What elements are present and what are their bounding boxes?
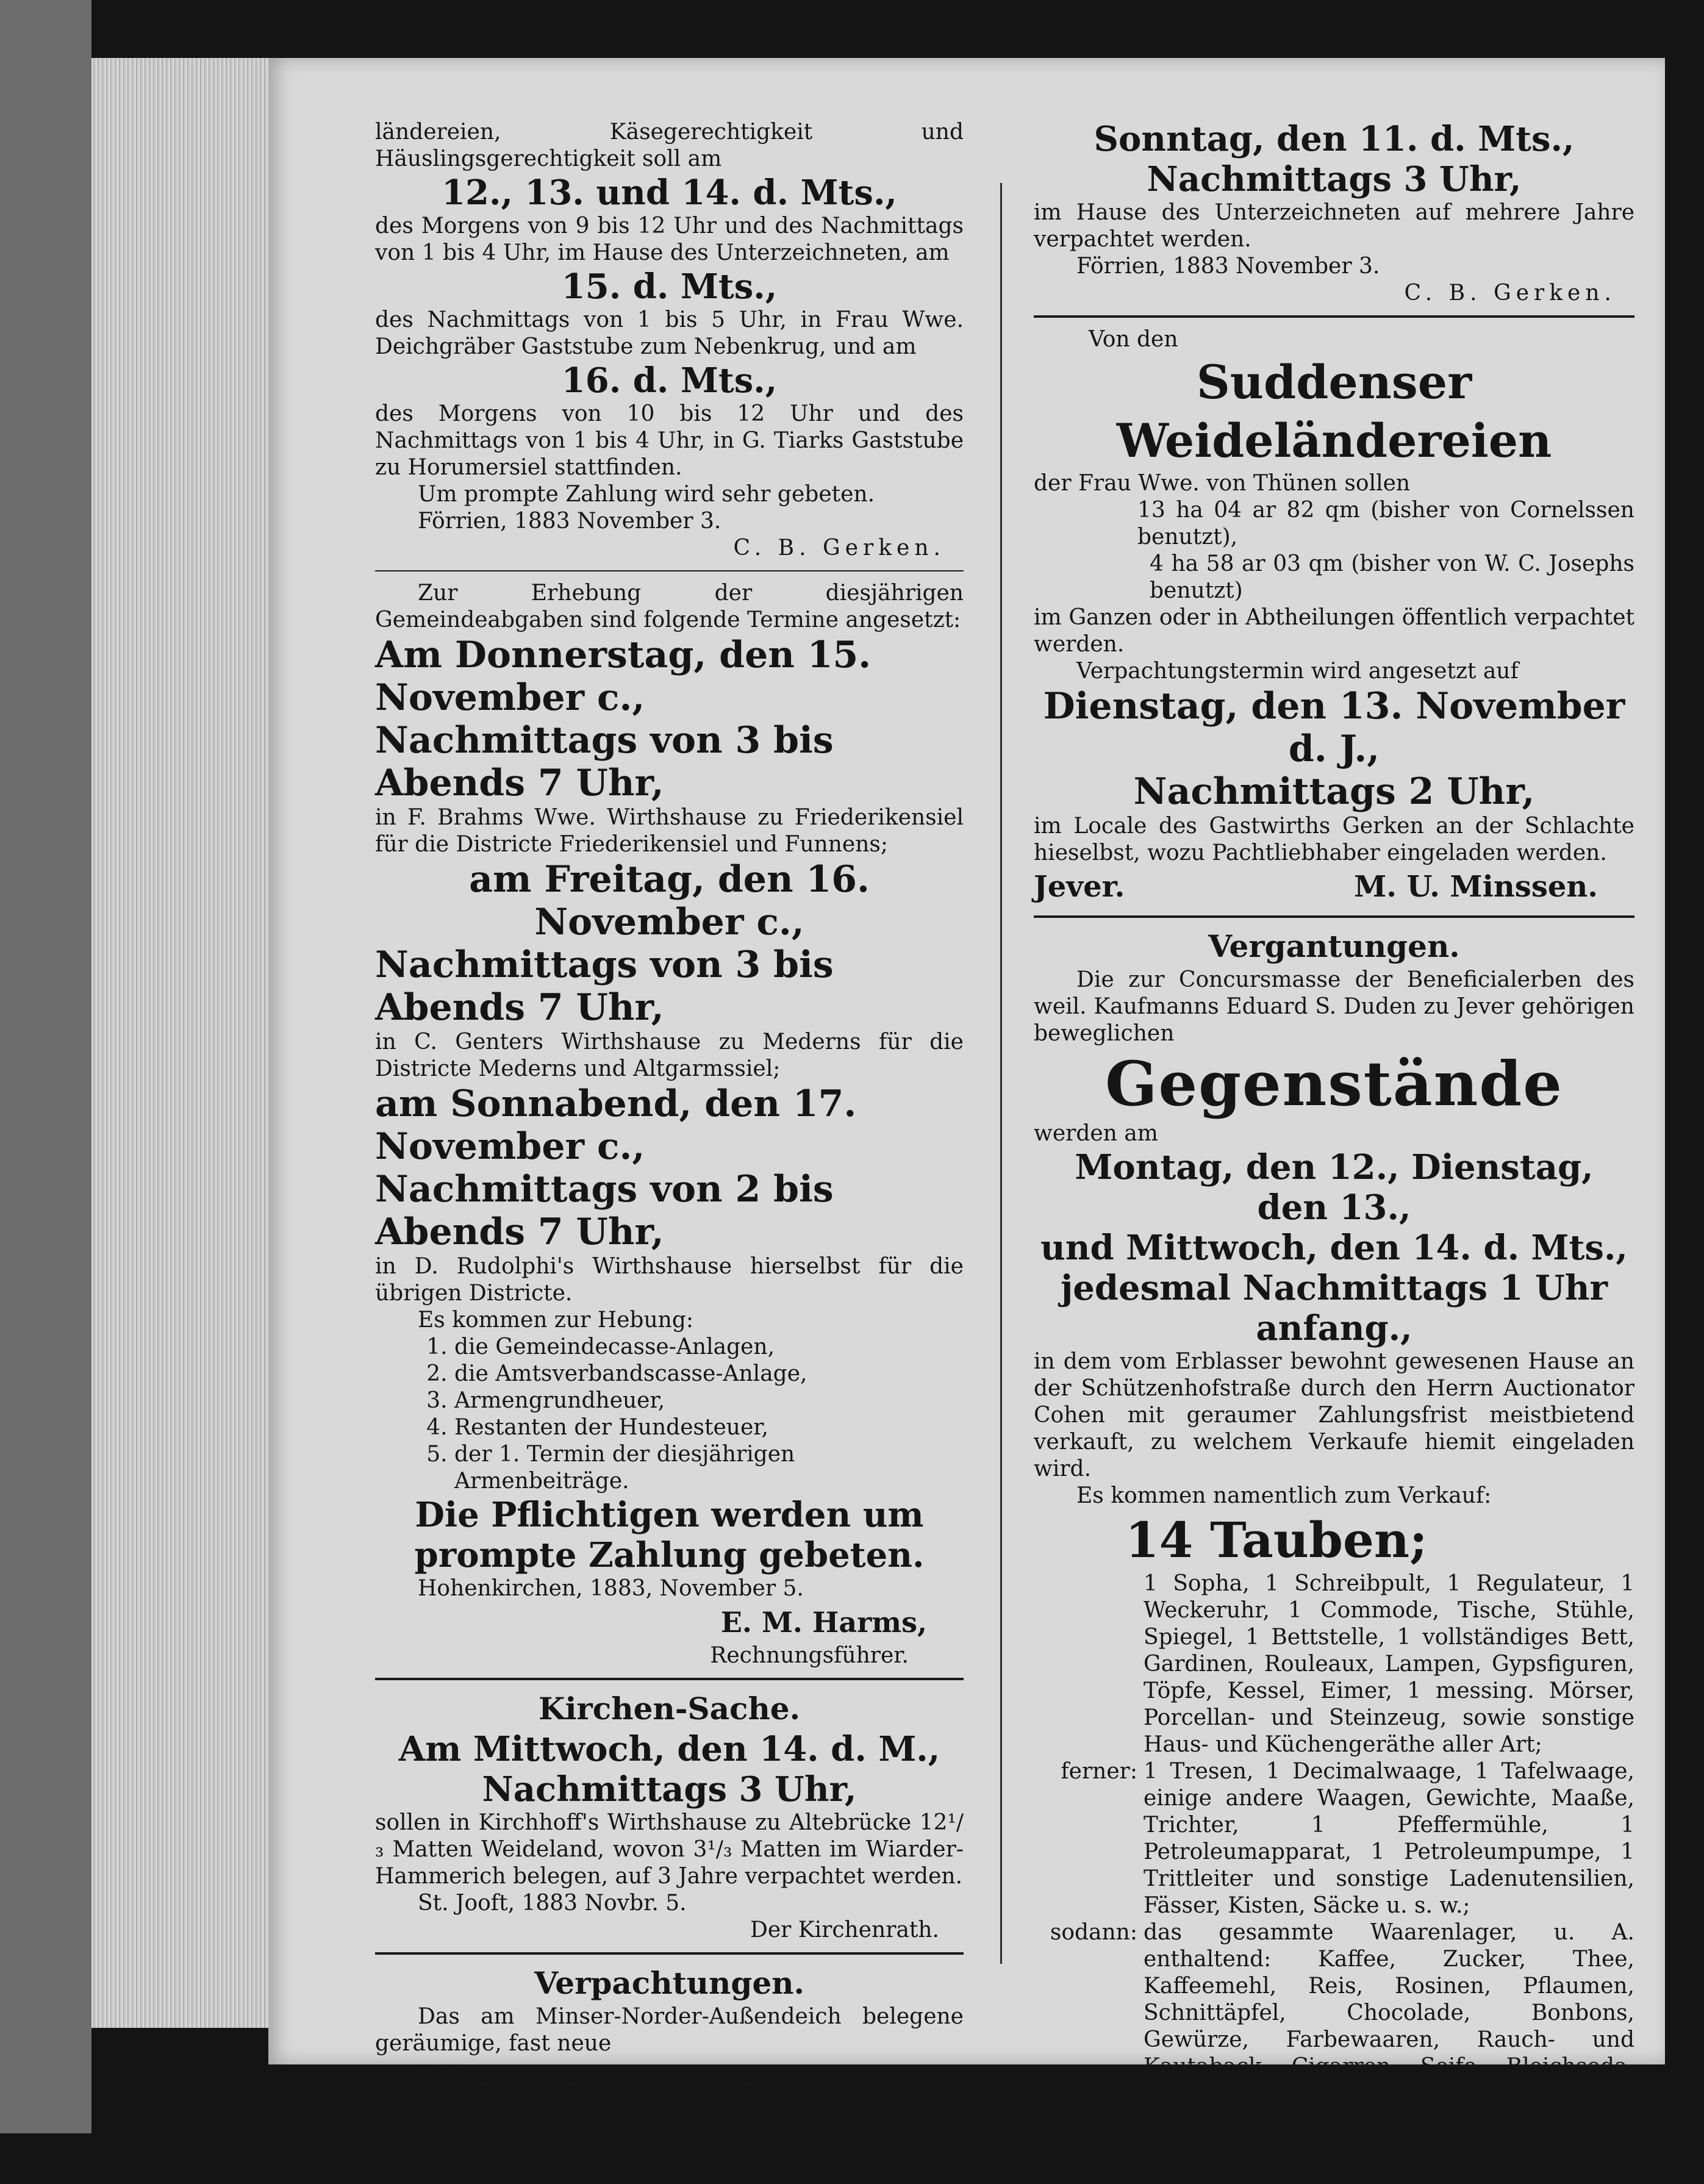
item-list [1034,1570,1634,1758]
ad-date: Montag, den 12., Dienstag, den 13., [1075,1147,1594,1228]
ad-text: im Ganzen oder in Abtheilungen öffentlich verpachtet werden. [1034,605,1634,657]
separator [375,570,964,571]
ad-text: Das am Minser-Norder-Außendeich belegene geräumige, fast neue [375,2004,964,2056]
ad-text: Es kommen zur Hebung: [418,1308,693,1333]
ad-text: ländereien, Käsegerechtigkeit und Häuslingsgerechtigkeit soll am [375,120,964,171]
ad-date: Am Mittwoch, den 14. d. M., [398,1729,940,1769]
list-text: das gesammte Waarenlager, u. A. enthaltend: Kaffee, Zucker, Thee, Kaffeemehl, Reis, Rosinen, Pflaumen, Schnittäpfel, Chocolade, Bonbons, Gewürze, Farbewaaren, Rauch- und Kautaback, Cigarren, Seife, Bleichsoda, Stärke, Wichse, Lichte u. s. w., eine große Parthie Holzschuhe, Patentschuhe, Pantinen, Trippen, [1144,1920,1634,2160]
ad-time: Nachmittags 3 Uhr, [1147,159,1522,199]
separator [375,1678,964,1680]
ad-text: Es kommen namentlich zum Verkauf: [1076,1483,1492,1508]
ad-role: Rechnungsführer. [710,1643,909,1668]
ad-text: in D. Rudolphi's Wirthshause hierselbst für die übrigen Districte. [375,1254,964,1306]
ad-text: des Nachmittags von 1 bis 5 Uhr, in Frau Wwe. Deichgräber Gaststube zum Nebenkrug, und am [375,307,964,359]
ad-signature: C. B. Gerken. [1404,281,1616,306]
left-column [375,119,964,2184]
separator [1034,315,1634,318]
ad-time: jedesmal Nachmittags 1 Uhr anfang., [1060,1268,1608,1348]
ad-closing: Die Pflichtigen werden um prompte Zahlung gebeten. [414,1495,925,1575]
ad-title: Häuslingshaus [408,2058,931,2130]
list-label [1034,1570,1144,1758]
ad-text: in C. Genters Wirthshause zu Mederns für die Districte Mederns und Altgarmssiel; [375,1029,964,1081]
ad-headline: 14 Tauben; [1125,1511,1428,1569]
ad-title: Suddenser Weideländereien [1116,355,1552,468]
ad-term-time: Nachmittags von 3 bis Abends 7 Uhr, [375,943,834,1029]
ad-text: Zur Erhebung der diesjährigen Gemeindeabgaben sind folgende Termine angesetzt: [375,581,964,632]
ad-text: Um prompte Zahlung wird sehr gebeten. [418,482,875,507]
ad-gerken-2 [1034,119,1634,307]
ad-place-date: St. Jooft, 1883 Novbr. 5. [418,1891,687,1916]
ad-text: in F. Brahms Wwe. Wirthshause zu Friederikensiel für die Districte Friederikensiel und Funnens; [375,805,964,857]
ad-text: im Hause des Unterzeichneten auf mehrere Jahre verpachtet werden. [1034,200,1634,252]
column-divider [1000,183,1002,1964]
ad-date: Sonntag, den 11. d. Mts., [1094,119,1575,159]
list-item: 3. Armengrundheuer, [454,1387,964,1414]
right-column [1034,119,1634,2161]
ad-text: Verpachtungstermin wird angesetzt auf [1076,659,1519,684]
list-text: 1 Sopha, 1 Schreibpult, 1 Regulateur, 1 Weckeruhr, 1 Commode, Tische, Stühle, Spiegel, 1 Bettstelle, 1 vollständiges Bett, Gardinen, Rouleaux, Lampen, Gypsfiguren, Töpfe, Kessel, Eimer, 1 messing. Mörser, Porcellan- und Steinzeug, sowie sonstige Haus- und Küchengeräthe aller Art; [1144,1571,1634,1757]
ad-text: in dem vom Erblasser bewohnt gewesenen Hause an der Schützenhofstraße durch den Herrn Auctionator Cohen mit geraumer Zahlungsfrist meistbietend verkauft, zu welchem Verkaufe hiemit eingeladen wird. [1034,1349,1634,1481]
ad-place-date: Förrien, 1883 November 3. [418,509,721,534]
list-label: sodann: [1050,1920,1137,1945]
item-list [1034,1919,1634,2161]
ad-date: Dienstag, den 13. November d. J., [1043,685,1625,770]
ad-gerken-1 [375,119,964,562]
ad-footer [1034,867,1634,907]
ad-heading: Kirchen-Sache. [538,1691,801,1727]
ad-suddenser [1034,326,1634,907]
ad-term-date: am Freitag, den 16. November c., [469,858,870,943]
ad-place: Jever. [1034,870,1125,904]
ad-text: der Frau Wwe. von Thünen sollen [1034,471,1411,496]
ad-signature: C. B. Gerken. [733,535,945,560]
ad-term-date: Am Donnerstag, den 15. November c., [375,634,872,719]
ad-gemeindeabgaben [375,580,964,1669]
hebung-list [375,1334,964,1495]
ad-signature: E. M. Harms, [720,1606,927,1639]
ad-date: 16. d. Mts., [561,360,778,401]
separator [1034,915,1634,918]
list-item: 1. die Gemeindecasse-Anlagen, [454,1334,964,1361]
ad-verpachtungen [375,1963,964,2184]
ad-signature: M. U. Minssen. [1354,870,1598,904]
list-item: 2. die Amtsverbandscasse-Anlage, [454,1361,964,1387]
ad-time: Nachmittags 3 Uhr, [482,1769,857,1810]
book-edge [0,0,91,2133]
ad-term-time: Nachmittags von 2 bis Abends 7 Uhr, [375,1168,834,1253]
ad-text: werden am [1034,1121,1158,1146]
ad-text: des Morgens von 10 bis 12 Uhr und des Nachmittags von 1 bis 4 Uhr, in G. Tiarks Gaststube zu Horumersiel stattfinden. [375,401,964,480]
ad-time: Nachmittags 2 Uhr, [1133,770,1535,813]
ad-date: 12., 13. und 14. d. Mts., [442,173,897,213]
ad-text: mit vielem Gartengrund, jetzt von Mens Fröhling bewohnt, soll am [375,2131,964,2183]
ad-text: sollen in Kirchhoff's Wirthshause zu Altebrücke 12¹/₃ Matten Weideland, wovon 3¹/₃ Matten im Wiarder-Hammerich belegen, auf 3 Jahre verpachtet werden. [375,1810,964,1889]
ad-term-date: am Sonnabend, den 17. November c., [375,1083,857,1168]
ad-term-time: Nachmittags von 3 bis Abends 7 Uhr, [375,719,834,804]
ad-kirchen-sache [375,1689,964,1944]
list-label: ferner: [1061,1759,1137,1784]
ad-text: im Locale des Gastwirths Gerken an der Schlachte hieselbst, wozu Pachtliebhaber eingeladen werden. [1034,814,1634,865]
ad-area: 4 ha 58 ar 03 qm (bisher von W. C. Josephs benutzt) [1150,551,1634,603]
list-item: 4. Restanten der Hundesteuer, [454,1414,964,1441]
ad-title: Gegenstände [1105,1048,1563,1120]
list-text: 1 Tresen, 1 Decimalwaage, 1 Tafelwaage, einige andere Waagen, Gewichte, Maaße, Trichter, 1 Pfeffermühle, 1 Petroleumapparat, 1 Petroleumpumpe, 1 Trittleiter und sonstige Ladenutensilien, Fässer, Kisten, Säcke u. s. w.; [1144,1759,1634,1918]
list-item: 5. der 1. Termin der diesjährigen Armenbeiträge. [454,1441,964,1495]
ad-place-date: Förrien, 1883 November 3. [1076,254,1380,279]
separator [375,1952,964,1955]
ad-area: 13 ha 04 ar 82 qm (bisher von Cornelssen benutzt), [1137,498,1634,550]
ad-signature: Der Kirchenrath. [750,1917,939,1942]
ad-text: Die zur Concursmasse der Beneficialerben des weil. Kaufmanns Eduard S. Duden zu Jever gehörigen beweglichen [1034,967,1634,1046]
item-list [1034,1758,1634,1919]
ad-date: 15. d. Mts., [561,267,778,307]
ad-text: Von den [1089,327,1178,352]
ad-place-date: Hohenkirchen, 1883, November 5. [418,1576,804,1601]
ad-vergantungen [1034,926,1634,2161]
page-stack [91,58,268,2028]
ad-text: des Morgens von 9 bis 12 Uhr und des Nachmittags von 1 bis 4 Uhr, im Hause des Unterzeichneten, am [375,213,964,265]
ad-date: und Mittwoch, den 14. d. Mts., [1040,1228,1628,1268]
ad-heading: Verpachtungen. [534,1965,804,2001]
ad-heading: Vergantungen. [1208,928,1460,964]
